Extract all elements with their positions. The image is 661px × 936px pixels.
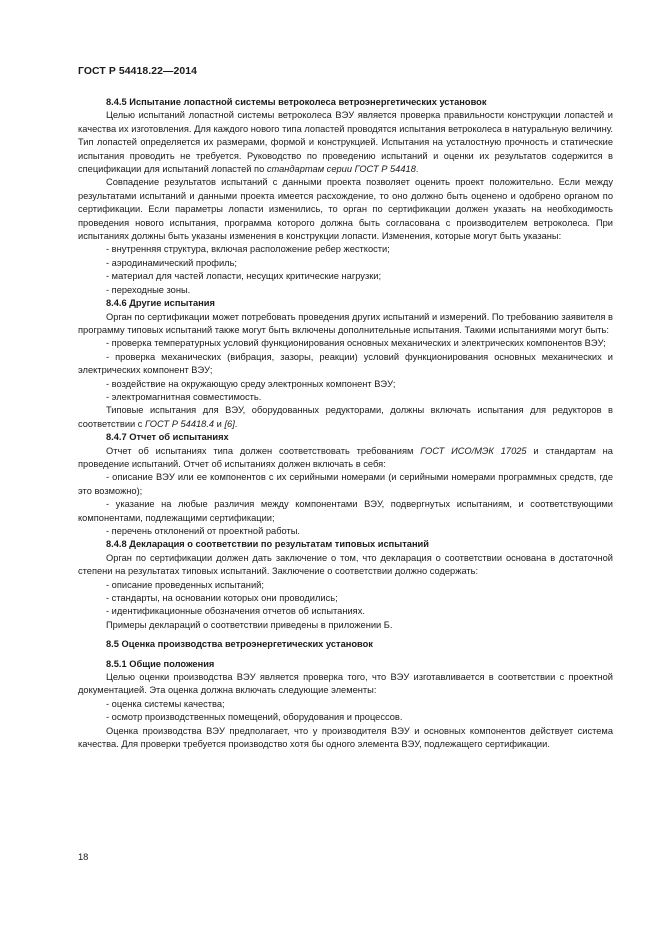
paragraph: Совпадение результатов испытаний с данными проекта позволяет оценить проект положительно. Если между результатами испытаний и данными проекта имеется расхождение, то оно должно быть оценено и одобрено органом по сертификации. Если параметры лопасти изменились, то орган по сертификации должен указать на необходимость проведения нового испытания, программа которого должна быть согласована с производителем ветроколеса. При испытаниях должны быть указаны изменения в конструкции лопасти. Изменения, которые могут быть указаны: (78, 177, 613, 242)
paragraph: Оценка производства ВЭУ предполагает, что у производителя ВЭУ и основных компонентов действует система качества. Для проверки требуется производство хотя бы одного элемента ВЭУ, подлежащего сертификации. (78, 725, 613, 750)
section-851-title: 8.5.1 Общие положения (106, 658, 215, 669)
list-item: - электромагнитная совместимость. (106, 391, 262, 402)
list-item: - воздействие на окружающую среду электронных компонент ВЭУ; (106, 378, 396, 389)
list-item: - внутренняя структура, включая расположение ребер жесткости; (106, 244, 390, 255)
paragraph: Целью оценки производства ВЭУ является проверка того, что ВЭУ изготавливается в соответствии с проектной документацией. Эта оценка должна включать следующие элементы: (78, 672, 613, 696)
paragraph: Орган по сертификации может потребовать проведения других испытаний и измерений. По требованию заявителя в программу типовых испытаний также могут быть включены дополнительные испытания. Такими испытаниями могут быть: (78, 311, 613, 335)
reference: ГОСТ ИСО/МЭК 17025 (420, 445, 527, 456)
paragraph: Орган по сертификации должен дать заключение о том, что декларация о соответствии основана в достаточной степени на результатах типовых испытаний. Заключение о соответствии должно содержать: (78, 552, 613, 577)
list-item: - проверка механических (вибрация, зазоры, реакции) условий функционирования основных механических и электрических компонент ВЭУ; (78, 351, 613, 376)
paragraph: Примеры деклараций о соответствии приведены в приложении Б. (106, 619, 393, 630)
document-body (78, 96, 613, 752)
paragraph: Отчет об испытаниях типа должен соответствовать требованиям ГОСТ ИСО/МЭК 17025 и стандартам на проведение испытаний. Отчет об испытаниях должен включать в себя: (78, 445, 613, 469)
section-845-title: 8.4.5 Испытание лопастной системы ветроколеса ветроэнергетических установок (106, 97, 487, 107)
list-item: - аэродинамический профиль; (106, 257, 238, 268)
list-item: - идентификационные обозначения отчетов об испытаниях. (106, 606, 365, 617)
list-item: - стандарты, на основании которых они проводились; (106, 593, 338, 604)
page-number: 18 (78, 852, 89, 862)
paragraph: Целью испытаний лопастной системы ветроколеса ВЭУ является проверка правильности конструкции лопастей и качества их изготовления. Для каждого нового типа лопастей проводятся испытания ветроколеса в натуральную величину. Тип лопастей определяется их размерами, формой и конструкцией. Испытания на усталостную прочность и статические испытания проводить не требуется. Руководство по проведению испытаний и оценки их результатов содержится в спецификации для испытаний лопастей по стандартам серии ГОСТ Р 54418. (78, 110, 613, 175)
list-item: - оценка системы качества; (106, 698, 225, 709)
list-item: - перечень отклонений от проектной работы. (106, 526, 301, 536)
document-header: ГОСТ Р 54418.22—2014 (78, 66, 197, 77)
section-85-title: 8.5 Оценка производства ветроэнергетических установок (106, 639, 373, 650)
list-item: - осмотр производственных помещений, оборудования и процессов. (106, 712, 403, 723)
section-847-title: 8.4.7 Отчет об испытаниях (106, 432, 229, 443)
list-item: - переходные зоны. (106, 284, 191, 295)
list-item: - проверка температурных условий функционирования основных механических и электрических компонентов ВЭУ; (106, 338, 606, 349)
paragraph: Типовые испытания для ВЭУ, оборудованных редукторами, должны включать испытания для редукторов в соответствии с ГОСТ Р 54418.4 и [6]. (78, 405, 613, 429)
list-item: - материал для частей лопасти, несущих критические нагрузки; (106, 271, 382, 282)
section-848-title: 8.4.8 Декларация о соответствии по результатам типовых испытаний (106, 539, 429, 550)
reference: [6] (224, 418, 235, 429)
section-846-title: 8.4.6 Другие испытания (106, 298, 215, 309)
list-item: - указание на любые различия между компонентами ВЭУ, подвергнутых испытаниям, и соответствующими компонентами, подлежащими сертификации; (78, 499, 613, 523)
list-item: - описание проведенных испытаний; (106, 579, 264, 590)
reference: стандартам серии ГОСТ Р 54418 (266, 164, 416, 175)
reference: ГОСТ Р 54418.4 (145, 418, 215, 429)
list-item: - описание ВЭУ или ее компонентов с их серийными номерами (и серийными номерами программных средств, где это возможно); (78, 472, 613, 496)
